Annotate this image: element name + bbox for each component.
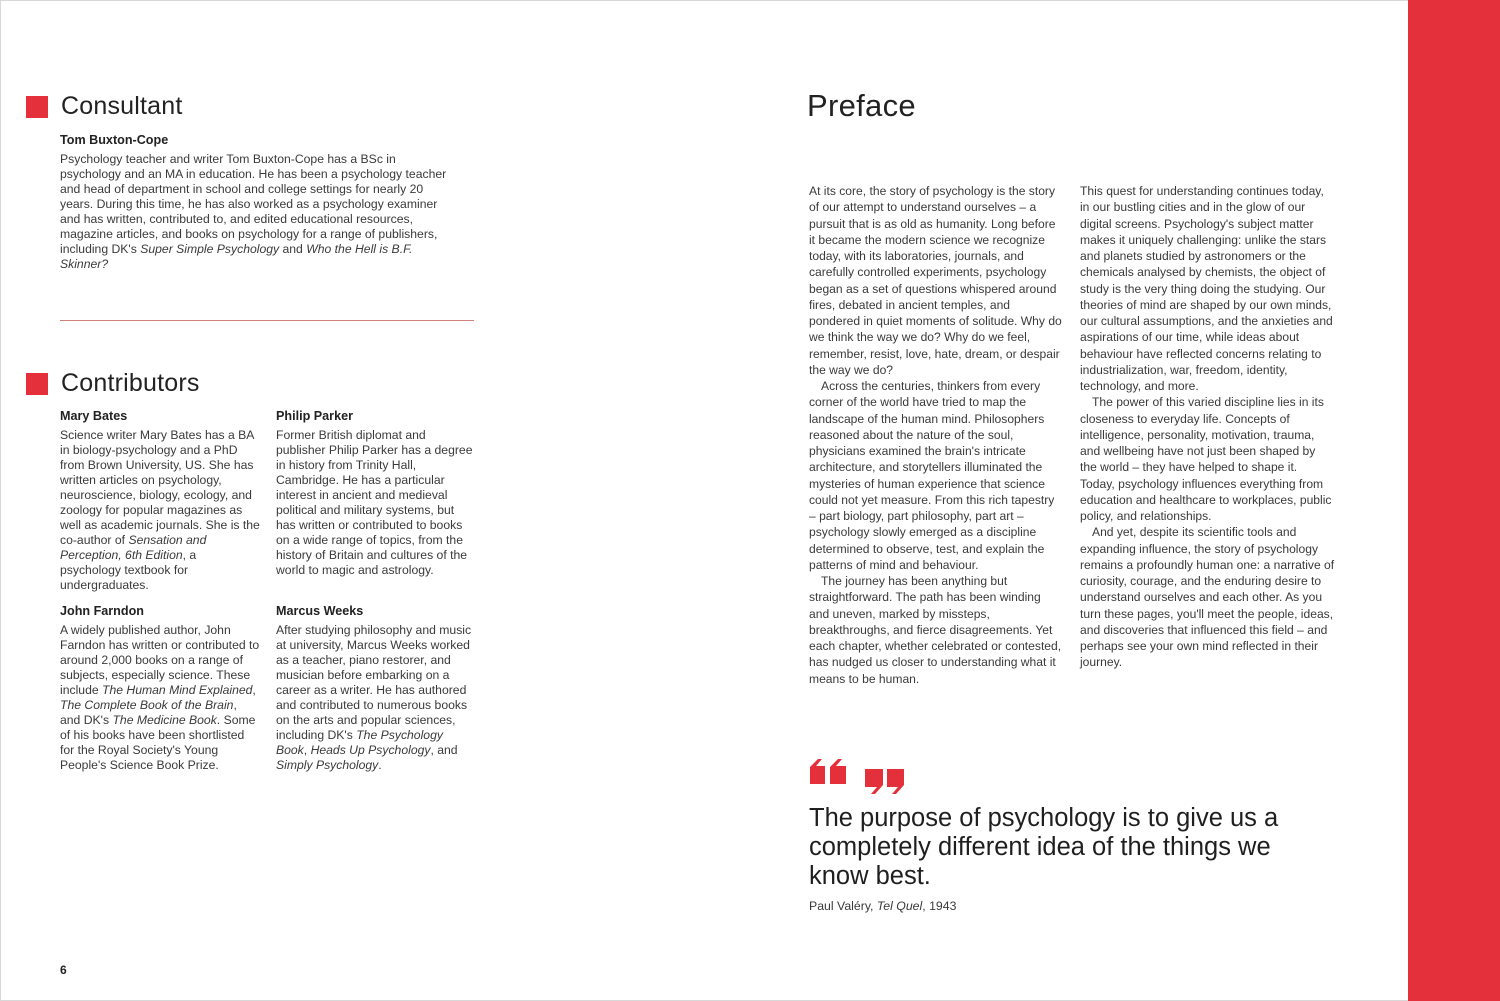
preface-paragraph: The journey has been anything but straightforward. The path has been winding and uneven, marked by missteps, breakthroughs, and fierce disagreements. Yet each chapter, whether celebrated or contested, has nudged us closer to understanding what it means to be human. [809,574,1062,686]
contributor-name: Philip Parker [276,409,353,423]
contributor-bio: Science writer Mary Bates has a BA in biology-psychology and a PhD from Brown University, US. She has written articles on psychology, neuroscience, biology, ecology, and zoology for popular magazines as well as academic journals. She is the co-author of Sensation and Perception, 6th Edition, a psychology textbook for undergraduates. [60,428,260,592]
contributors-heading: Contributors [61,369,200,397]
red-square-icon [26,96,48,118]
preface-paragraph: The power of this varied discipline lies in its closeness to everyday life. Concepts of intelligence, personality, motivation, trauma, and wellbeing have not just been shaped by the world – they have helped to shape it. Today, psychology influences everything from education and healthcare to workplaces, public policy, and relationships. [1080,395,1332,523]
contributor-bio: A widely published author, John Farndon has written or contributed to around 2,000 books on a range of subjects, especially science. These include The Human Mind Explained, The Complete Book of the Brain, and DK's The Medicine Book. Some of his books have been shortlisted for the Royal Society's Young People's Science Book Prize. [60,623,260,772]
contributor-bio: After studying philosophy and music at university, Marcus Weeks worked as a teacher, piano restorer, and musician before embarking on a career as a writer. He has authored and contributed to numerous books on the arts and popular sciences, including DK's The Psychology Book, Heads Up Psychology, and Simply Psychology. [276,623,472,772]
red-square-icon [26,373,48,395]
section-divider [60,320,474,321]
red-edge-strip [1408,0,1500,1001]
consultant-header [26,92,183,121]
quote-attribution: Paul Valéry, Tel Quel, 1943 [809,899,957,913]
quotation-marks-icon [808,757,906,799]
preface-paragraph: This quest for understanding continues today, in our bustling cities and in the glow of our digital screens. Psychology's subject matter makes it uniquely challenging: unlike the stars and planets studied by astronomers or the chemicals analysed by chemists, the object of study is the very thing doing the studying. Our theories of mind are shaped by our own minds, our cultural assumptions, and the anxieties and aspirations of our time, while ideas about behaviour have reflected concerns relating to industrialization, war, freedom, identity, technology, and more. [1080,184,1333,393]
preface-paragraph: At its core, the story of psychology is the story of our attempt to understand ourselves – a pursuit that is as old as humanity. Long before it became the modern science we recognize today, with its laboratories, journals, and carefully controlled experiments, psychology began as a set of questions whispered around fires, debated in ancient temples, and pondered in quiet moments of solitude. Why do we think the way we do? Why do we feel, remember, resist, love, hate, dream, or despair the way we do? [809,184,1062,377]
consultant-bio-text: Psychology teacher and writer Tom Buxton-Cope has a BSc in psychology and an MA in education. He has been a psychology teacher and head of department in school and college settings for nearly 20 years. During this time, he has also worked as a psychology examiner and has written, contributed to, and edited educational resources, magazine articles, and books on psychology for a range of publishers, including DK's Super Simple Psychology and Who the Hell is B.F. Skinner? [60,152,447,271]
contributor-philip-parker [276,409,476,578]
contributor-name: Marcus Weeks [276,604,364,618]
pull-quote: The purpose of psychology is to give us a completely different idea of the things we know best. [809,804,1279,890]
contributor-john-farndon [60,604,260,773]
consultant-name: Tom Buxton-Cope [60,133,169,147]
preface-paragraph: And yet, despite its scientific tools and expanding influence, the story of psychology remains a profoundly human one: a narrative of curiosity, courage, and the enduring desire to understand ourselves and each other. As you turn these pages, you'll meet the people, ideas, and discoveries that influenced this field – and perhaps see your own mind reflected in their journey. [1080,525,1335,670]
contributor-mary-bates [60,409,260,593]
contributor-marcus-weeks [276,604,476,773]
preface-title: Preface [807,88,916,123]
consultant-heading: Consultant [61,92,183,120]
consultant-bio [60,133,450,272]
preface-column-2 [1080,183,1335,671]
preface-paragraph: Across the centuries, thinkers from every corner of the world have tried to map the landscape of the human mind. Philosophers reasoned about the nature of the soul, physicians examined the brain's intricate architecture, and storytellers illuminated the mysteries of human experience that science could not yet measure. From this rich tapestry – part biology, part philosophy, part art – psychology slowly emerged as a discipline determined to observe, test, and explain the patterns of mind and behaviour. [809,379,1055,572]
contributor-bio: Former British diplomat and publisher Philip Parker has a degree in history from Trinity Hall, Cambridge. He has a particular interest in ancient and medieval political and military systems, but has written or contributed to books on a wide range of topics, from the history of Britain and cultures of the world to magic and astrology. [276,428,473,577]
contributor-name: John Farndon [60,604,144,618]
page-number: 6 [60,963,67,977]
contributors-header [26,369,200,398]
preface-column-1 [809,183,1064,687]
contributor-name: Mary Bates [60,409,128,423]
